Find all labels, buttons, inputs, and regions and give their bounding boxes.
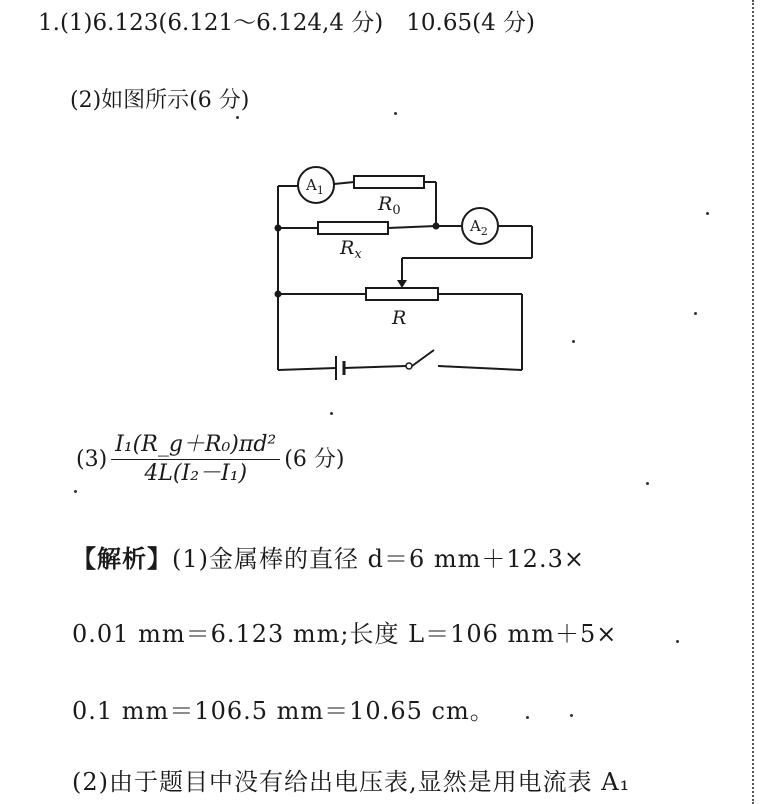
explanation-line-4: (2)由于题目中没有给出电压表,显然是用电流表 A₁ — [72, 768, 631, 796]
scan-speck — [526, 716, 529, 719]
answer3-suffix: (6 分) — [284, 446, 345, 472]
explanation-tag: 【解析】 — [72, 544, 172, 573]
svg-text:Rx — [339, 237, 362, 262]
formula-denominator: 4L(I₂－I₁) — [144, 461, 248, 486]
formula-fraction — [111, 434, 280, 485]
answer-part-1: 1.(1)6.123(6.121～6.124,4 分) 10.65(4 分) — [38, 10, 535, 36]
scan-speck — [676, 640, 679, 643]
scan-speck — [330, 412, 333, 415]
scan-speck — [394, 112, 397, 115]
scan-speck — [572, 340, 575, 343]
formula-numerator: I₁(R_g＋R₀)πd² — [111, 434, 280, 460]
scan-speck — [706, 212, 709, 215]
explanation-line-1 — [72, 544, 585, 573]
ammeter-a1-sub: 1 — [316, 184, 324, 197]
scan-speck — [570, 714, 573, 717]
explanation-line-2: 0.01 mm＝6.123 mm;长度 L＝106 mm＋5× — [72, 620, 618, 648]
circuit-diagram — [260, 158, 550, 388]
rheostat-label: R — [392, 307, 407, 329]
scan-speck — [646, 482, 649, 485]
ammeter-a2-sub: 2 — [480, 225, 488, 238]
svg-text:R0 — [377, 193, 401, 218]
answer-part-2: (2)如图所示(6 分) — [70, 88, 250, 113]
explanation-text-1: (1)金属棒的直径 d＝6 mm＋12.3× — [172, 545, 585, 573]
resistor-rx-sub: x — [354, 247, 362, 262]
answer-part-3 — [76, 434, 344, 485]
ammeter-a1-label: A — [306, 176, 317, 194]
resistor-r0-sub: 0 — [392, 203, 401, 218]
scan-speck — [236, 116, 239, 119]
margin-dotted-line — [752, 0, 754, 804]
resistor-r0-label: R — [378, 193, 393, 215]
scan-speck — [74, 490, 77, 493]
explanation-line-3: 0.1 mm＝106.5 mm＝10.65 cm。 — [72, 697, 495, 725]
resistor-rx-label: R — [340, 237, 355, 259]
ammeter-a2-label: A — [470, 217, 481, 235]
answer3-prefix: (3) — [76, 446, 108, 472]
scan-speck — [694, 312, 697, 315]
